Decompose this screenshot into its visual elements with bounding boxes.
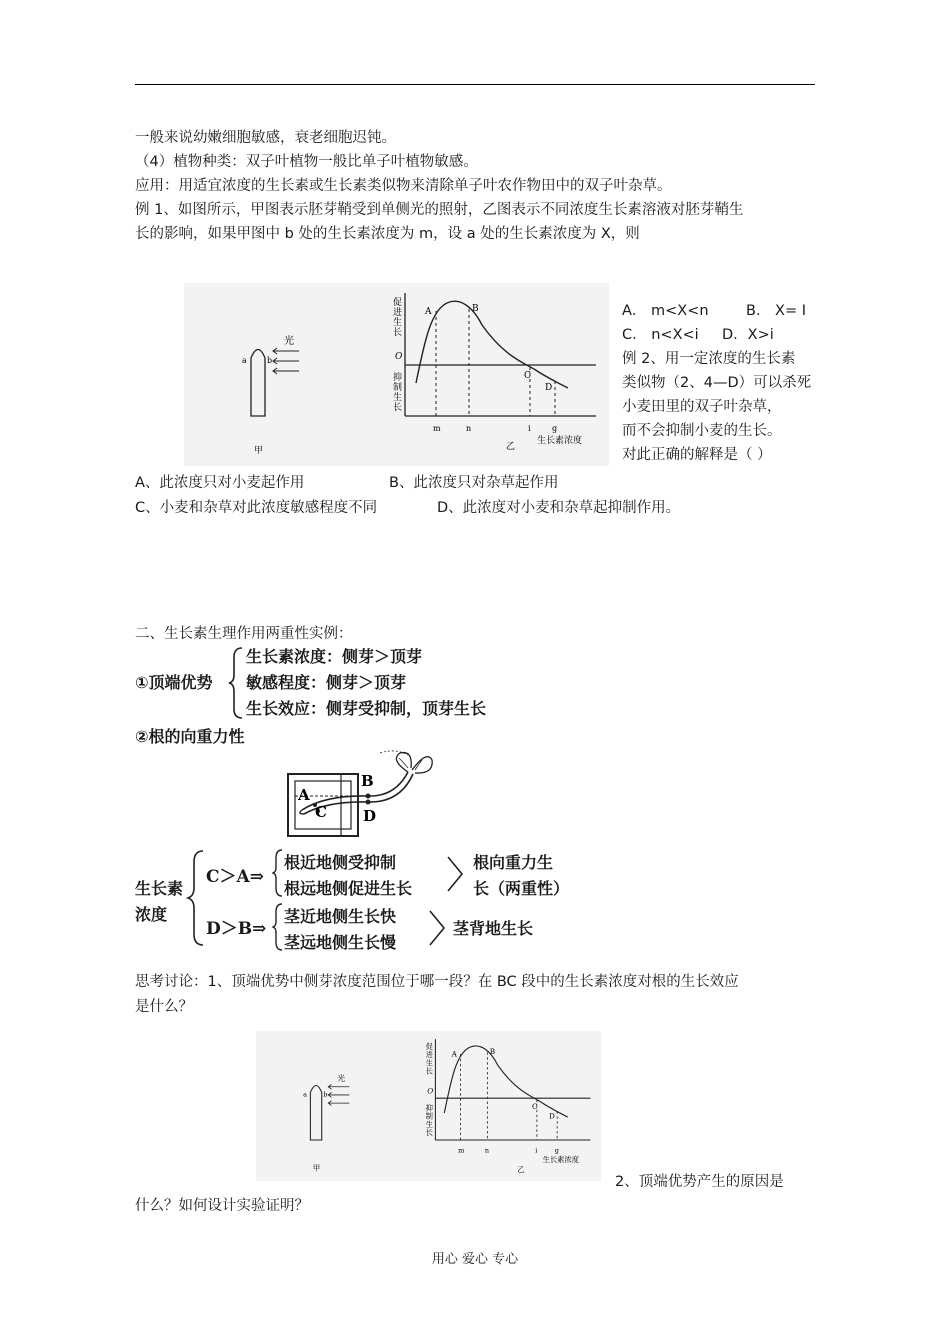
point-B-label-2: B: [489, 1046, 496, 1056]
y-label-inhibit-2: 制: [393, 383, 403, 393]
auxin-label-1: 生长素: [135, 879, 184, 898]
ex1-option-a: A． m<X<n: [622, 303, 709, 319]
apical-brace: [228, 645, 244, 721]
stem-angle-bracket: [427, 908, 447, 948]
y-label-inhibit-3: 生: [393, 393, 403, 403]
figure-2-svg: [256, 1031, 601, 1181]
origin-label-2: O: [427, 1086, 434, 1096]
x-tick-i: i: [528, 424, 531, 433]
coleoptile-shape: [251, 350, 265, 417]
x-tick-m-2: m: [458, 1146, 465, 1155]
growth-curve-figure-1: [184, 283, 609, 466]
example-1-line-2: 长的影响，如果甲图中 b 处的生长素浓度为 m，设 a 处的生长素浓度为 X，则: [135, 226, 640, 242]
ex1-option-c: C． n<X<i: [622, 327, 699, 343]
label-yi-2: 乙: [517, 1164, 525, 1174]
point-A-label: A: [425, 307, 432, 317]
label-b-2: b: [323, 1090, 328, 1099]
ex2-line-5: 对此正确的解释是（ ）: [622, 447, 772, 463]
header-rule: [135, 84, 815, 85]
coleoptile-shape-2: [310, 1086, 321, 1141]
ex2-option-d: D、此浓度对小麦和杂草起抑制作用。: [437, 500, 681, 516]
stem-brace: [272, 902, 284, 952]
x-tick-n: n: [466, 424, 472, 433]
x-tick-i-2: i: [535, 1146, 538, 1155]
label-jia-2: 甲: [312, 1163, 321, 1173]
root-gravitropism-label: ②根的向重力性: [135, 727, 245, 746]
x-tick-n-2: n: [484, 1146, 490, 1155]
point-B-dot: [366, 794, 371, 799]
x-tick-g-2: g: [554, 1146, 559, 1155]
point-C-label-2: C: [532, 1101, 538, 1111]
y-label-inhibit-1: 抑: [393, 373, 403, 383]
ex1-option-b: B． X= I: [746, 303, 807, 319]
y-label-promote-2-3: 生: [425, 1058, 433, 1068]
c-greater-a: C＞A⇒: [206, 867, 264, 887]
y-label-inhibit-4: 长: [393, 403, 403, 413]
leaf-left: [396, 753, 411, 772]
seedling-diagram: [285, 750, 435, 840]
x-tick-m: m: [433, 424, 441, 433]
label-b: b: [267, 356, 273, 365]
apical-point-2: 敏感程度：侧芽＞顶芽: [246, 673, 407, 692]
growth-curve-figure-2: [256, 1031, 601, 1181]
root-angle-bracket: [445, 854, 465, 894]
y-label-promote-2: 进: [393, 308, 403, 318]
plant-label-A: A: [298, 786, 310, 804]
think-line-1: 思考讨论：1、顶端优势中侧芽浓度范围位于哪一段？在 BC 段中的生长素浓度对根的生长效应: [135, 974, 739, 990]
root-result-1: 根向重力生: [473, 853, 554, 872]
think-question-2b: 什么？如何设计实验证明？: [135, 1198, 309, 1214]
section-2-title: 二、生长素生理作用两重性实例：: [135, 626, 353, 642]
auxin-label-2: 浓度: [135, 905, 168, 924]
point-A-label-2: A: [451, 1049, 457, 1059]
y-label-inhibit-2-1: 抑: [425, 1103, 433, 1113]
growth-curve-2: [444, 1046, 567, 1117]
y-label-promote-4: 长: [393, 328, 403, 338]
point-D-dot: [366, 800, 371, 805]
y-label-promote-2-4: 长: [425, 1066, 433, 1076]
root-far-side: 根远地侧促进生长: [284, 879, 413, 898]
ex2-option-b: B、此浓度只对杂草起作用: [389, 475, 559, 491]
apical-point-3: 生长效应：侧芽受抑制，顶芽生长: [246, 699, 487, 718]
figure-1-svg: [184, 283, 609, 466]
x-axis-label-2: 生长素浓度: [542, 1155, 580, 1165]
example-1-line-1: 例 1、如图所示，甲图表示胚芽鞘受到单侧光的照射，乙图表示不同浓度生长素溶液对胚芽鞘生: [135, 202, 744, 218]
ex2-option-c: C、小麦和杂草对此浓度敏感程度不同: [135, 500, 378, 516]
label-light: 光: [284, 336, 294, 347]
growth-curve: [416, 301, 568, 388]
root-tip: [300, 810, 304, 814]
leaf-right: [412, 757, 432, 773]
root-brace: [272, 848, 284, 898]
intro-line-2: （4）植物种类：双子叶植物一般比单子叶植物敏感。: [135, 154, 478, 170]
point-D-label: D: [545, 383, 553, 393]
plant-label-C: C: [315, 803, 327, 821]
y-label-promote-2-2: 进: [425, 1050, 433, 1060]
page-footer: 用心 爱心 专心: [431, 1252, 519, 1267]
stem-far-side: 茎远地侧生长慢: [284, 933, 397, 952]
ex2-line-1: 例 2、用一定浓度的生长素: [622, 351, 796, 367]
label-light-2: 光: [337, 1072, 346, 1084]
point-D-label-2: D: [549, 1111, 555, 1121]
leaf-outline-dashed: [380, 751, 408, 755]
stem-near-side: 茎近地侧生长快: [284, 907, 397, 926]
d-greater-b: D＞B⇒: [206, 919, 267, 939]
label-a-2: a: [303, 1090, 307, 1099]
think-question-2a: 2、顶端优势产生的原因是: [615, 1174, 784, 1190]
ex1-option-d: D．X>i: [722, 327, 774, 343]
x-tick-g: g: [552, 424, 558, 433]
x-axis-label: 生长素浓度: [537, 436, 583, 446]
stem-result: 茎背地生长: [453, 919, 534, 938]
think-line-2: 是什么？: [135, 999, 193, 1015]
y-label-promote-2-1: 促: [425, 1041, 433, 1052]
point-C-label: C: [524, 371, 531, 381]
y-label-inhibit-2-3: 生: [425, 1119, 433, 1129]
y-label-promote-1: 促: [393, 298, 403, 308]
plant-label-D: D: [363, 807, 377, 825]
point-B-label: B: [472, 304, 479, 314]
label-a: a: [242, 356, 247, 365]
apical-dominance-label: ①顶端优势: [135, 673, 213, 692]
apical-point-1: 生长素浓度：侧芽＞顶芽: [246, 647, 423, 666]
intro-line-1: 一般来说幼嫩细胞敏感，衰老细胞迟钝。: [135, 130, 396, 146]
intro-line-3: 应用：用适宜浓度的生长素或生长素类似物来清除单子叶农作物田中的双子叶杂草。: [135, 178, 672, 194]
y-label-promote-3: 生: [393, 318, 403, 328]
root-near-side: 根近地侧受抑制: [284, 853, 397, 872]
ex2-option-a: A、此浓度只对小麦起作用: [135, 475, 305, 491]
origin-label: O: [395, 352, 403, 362]
plant-label-B: B: [361, 772, 374, 790]
y-label-inhibit-2-2: 制: [425, 1111, 433, 1121]
ex2-line-4: 而不会抑制小麦的生长。: [622, 423, 782, 439]
ex2-line-2: 类似物（2、4—D）可以杀死: [622, 375, 812, 391]
ex2-line-3: 小麦田里的双子叶杂草，: [622, 399, 782, 415]
label-yi: 乙: [506, 442, 516, 452]
conc-brace: [186, 848, 206, 948]
root-result-2: 长（两重性）: [473, 879, 570, 898]
y-label-inhibit-2-4: 长: [425, 1128, 433, 1138]
label-jia: 甲: [254, 446, 264, 456]
